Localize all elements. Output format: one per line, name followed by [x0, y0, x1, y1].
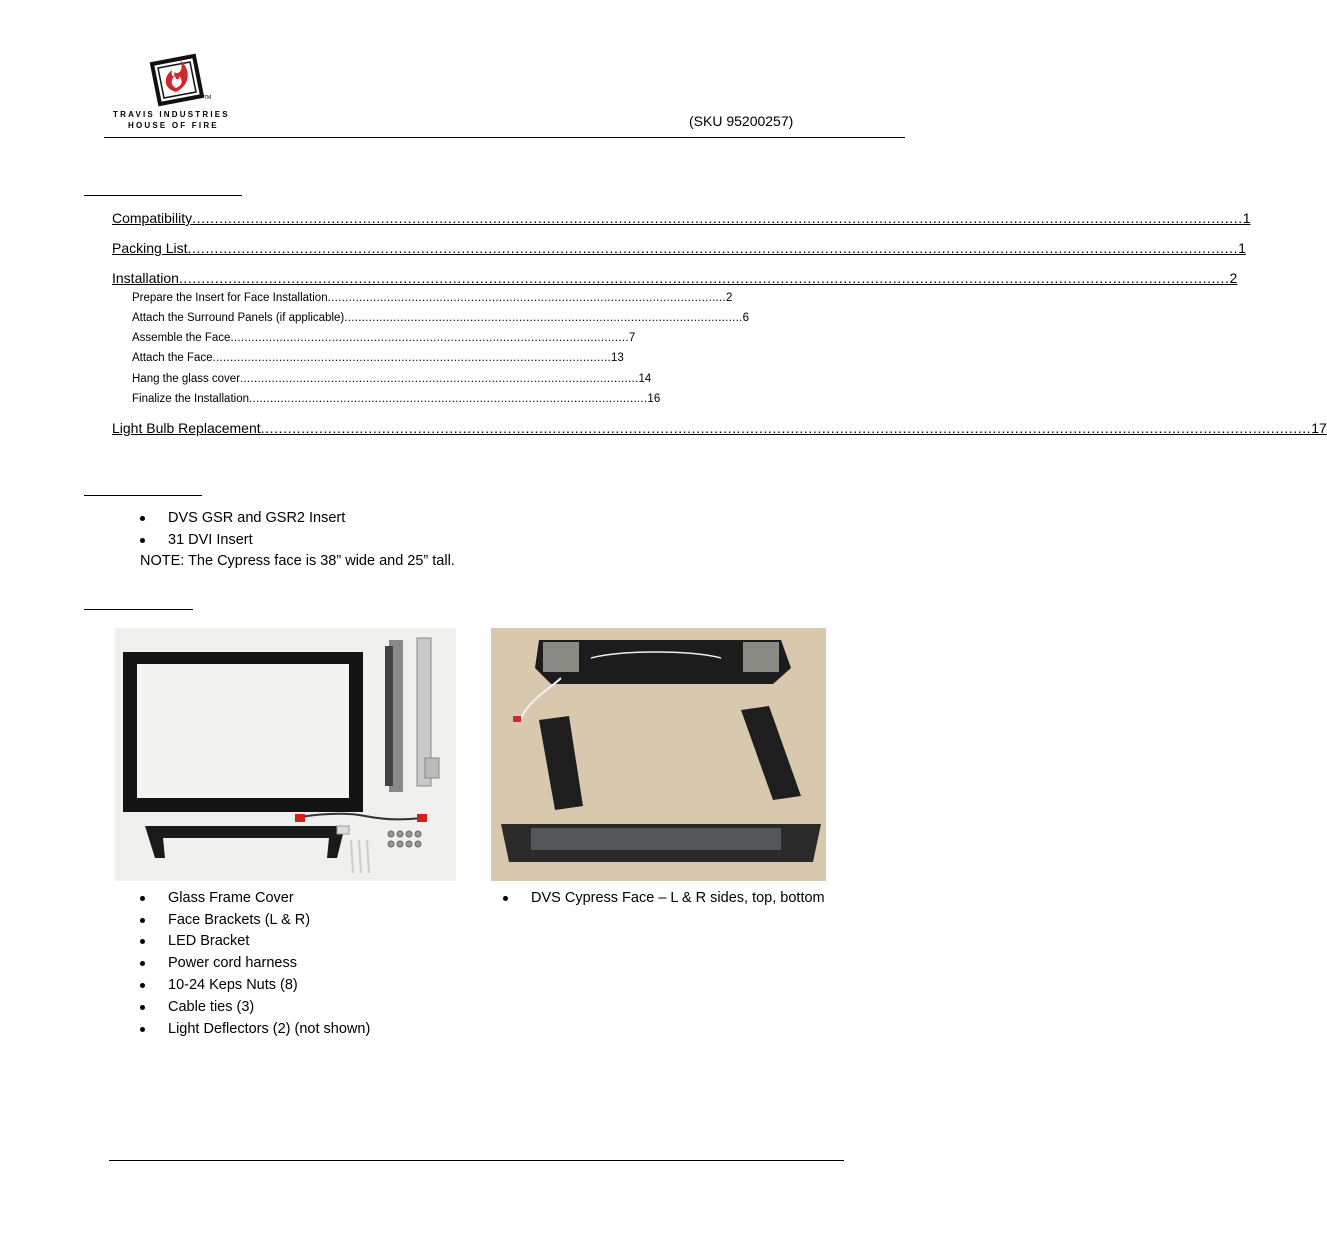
- list-item-text: 31 DVI Insert: [168, 532, 253, 548]
- toc-leader: ..................................................................................................................: [212, 352, 611, 364]
- list-item-text: Glass Frame Cover: [168, 890, 294, 906]
- bullet-icon: [140, 516, 145, 521]
- toc-subentry-label: Assemble the Face: [132, 332, 231, 344]
- toc-subentry-page: 16: [647, 393, 661, 405]
- bullet-icon: [140, 961, 145, 966]
- toc-subentry-assemble[interactable]: [132, 332, 636, 344]
- packing-photo-cypress-face: [491, 628, 826, 881]
- toc-heading-underline: [84, 195, 242, 196]
- toc-entry-label: Compatibility: [112, 210, 193, 226]
- compatibility-heading-underline: [84, 495, 202, 496]
- toc-entry-compatibility[interactable]: [112, 210, 1251, 226]
- list-item: [168, 1021, 370, 1037]
- packing-heading-underline: [84, 609, 193, 610]
- toc-entry-page: 1: [1238, 240, 1246, 256]
- bullet-icon: [140, 918, 145, 923]
- toc-leader: ..........................................................................................................................................................................................................................................: [260, 420, 1312, 436]
- toc-subentry-page: 6: [742, 312, 750, 324]
- brand-name: TRAVIS INDUSTRIES: [113, 110, 230, 119]
- toc-subentry-label: Attach the Surround Panels (if applicable): [132, 312, 345, 324]
- toc-subentry-glass-cover[interactable]: [132, 373, 652, 385]
- list-item-text: DVS Cypress Face – L & R sides, top, bottom: [531, 890, 825, 906]
- toc-subentry-page: 7: [628, 332, 636, 344]
- toc-subentry-page: 13: [610, 352, 624, 364]
- toc-leader: ..................................................................................................................: [240, 373, 639, 385]
- toc-entry-packing-list[interactable]: [112, 240, 1246, 256]
- bullet-icon: [140, 896, 145, 901]
- list-item: [168, 912, 310, 928]
- toc-subentry-surround[interactable]: [132, 312, 750, 324]
- bullet-icon: [140, 538, 145, 543]
- list-item-text: 10-24 Keps Nuts (8): [168, 977, 298, 993]
- bullet-icon: [140, 983, 145, 988]
- bullet-icon: [140, 939, 145, 944]
- toc-leader: ..................................................................................................................: [327, 292, 727, 304]
- list-item: [168, 977, 298, 993]
- toc-leader: ..........................................................................................................................................................................................................................................: [178, 270, 1230, 286]
- brand-tagline: HOUSE OF FIRE: [128, 121, 219, 130]
- packing-photo-parts: [115, 628, 456, 881]
- toc-subentry-page: 2: [726, 292, 733, 304]
- list-item: [168, 532, 253, 548]
- bullet-icon: [140, 1027, 145, 1032]
- sku-label: (SKU 95200257): [689, 113, 794, 129]
- toc-subentry-label: Hang the glass cover: [132, 373, 241, 385]
- list-item: [168, 510, 345, 526]
- toc-leader: ..................................................................................................................: [230, 332, 629, 344]
- toc-subentry-label: Attach the Face: [132, 352, 213, 364]
- toc-entry-label: Installation: [112, 270, 179, 286]
- bullet-icon: [140, 1005, 145, 1010]
- toc-entry-light-bulb[interactable]: [112, 420, 1327, 436]
- list-item-text: Light Deflectors (2) (not shown): [168, 1021, 371, 1037]
- toc-entry-installation[interactable]: [112, 270, 1238, 286]
- bullet-icon: [503, 896, 508, 901]
- flame-logo-icon: [110, 52, 240, 112]
- toc-subentry-prepare[interactable]: [132, 292, 733, 304]
- toc-leader: ..................................................................................................................: [344, 312, 743, 324]
- travis-logo: [110, 52, 240, 132]
- list-item: [168, 955, 297, 971]
- compatibility-note: NOTE: The Cypress face is 38” wide and 25” tall.: [140, 553, 455, 569]
- toc-leader: ..........................................................................................................................................................................................................................................: [192, 210, 1243, 226]
- toc-entry-label: Light Bulb Replacement: [112, 420, 261, 436]
- list-item-text: DVS GSR and GSR2 Insert: [168, 510, 346, 526]
- list-item-text: LED Bracket: [168, 933, 250, 949]
- header-rule: [104, 137, 905, 138]
- toc-entry-page: 17: [1311, 420, 1327, 436]
- toc-entry-page: 1: [1242, 210, 1251, 226]
- footer-rule: [109, 1160, 844, 1161]
- list-item-text: Cable ties (3): [168, 999, 255, 1015]
- toc-subentry-finalize[interactable]: [132, 393, 661, 405]
- toc-leader: ..........................................................................................................................................................................................................................................: [187, 240, 1239, 256]
- toc-leader: ..................................................................................................................: [248, 393, 648, 405]
- toc-subentry-label: Prepare the Insert for Face Installation: [132, 292, 328, 304]
- list-item-text: Power cord harness: [168, 955, 297, 971]
- list-item: [168, 933, 249, 949]
- list-item: [531, 890, 825, 906]
- list-item: [168, 999, 254, 1015]
- list-item: [168, 890, 294, 906]
- list-item-text: Face Brackets (L & R): [168, 912, 311, 928]
- toc-entry-page: 2: [1229, 270, 1238, 286]
- trademark-mark: TM: [204, 95, 212, 101]
- toc-subentry-page: 14: [638, 373, 652, 385]
- toc-subentry-attach-face[interactable]: [132, 352, 624, 364]
- toc-entry-label: Packing List: [112, 240, 188, 256]
- toc-subentry-label: Finalize the Installation: [132, 393, 249, 405]
